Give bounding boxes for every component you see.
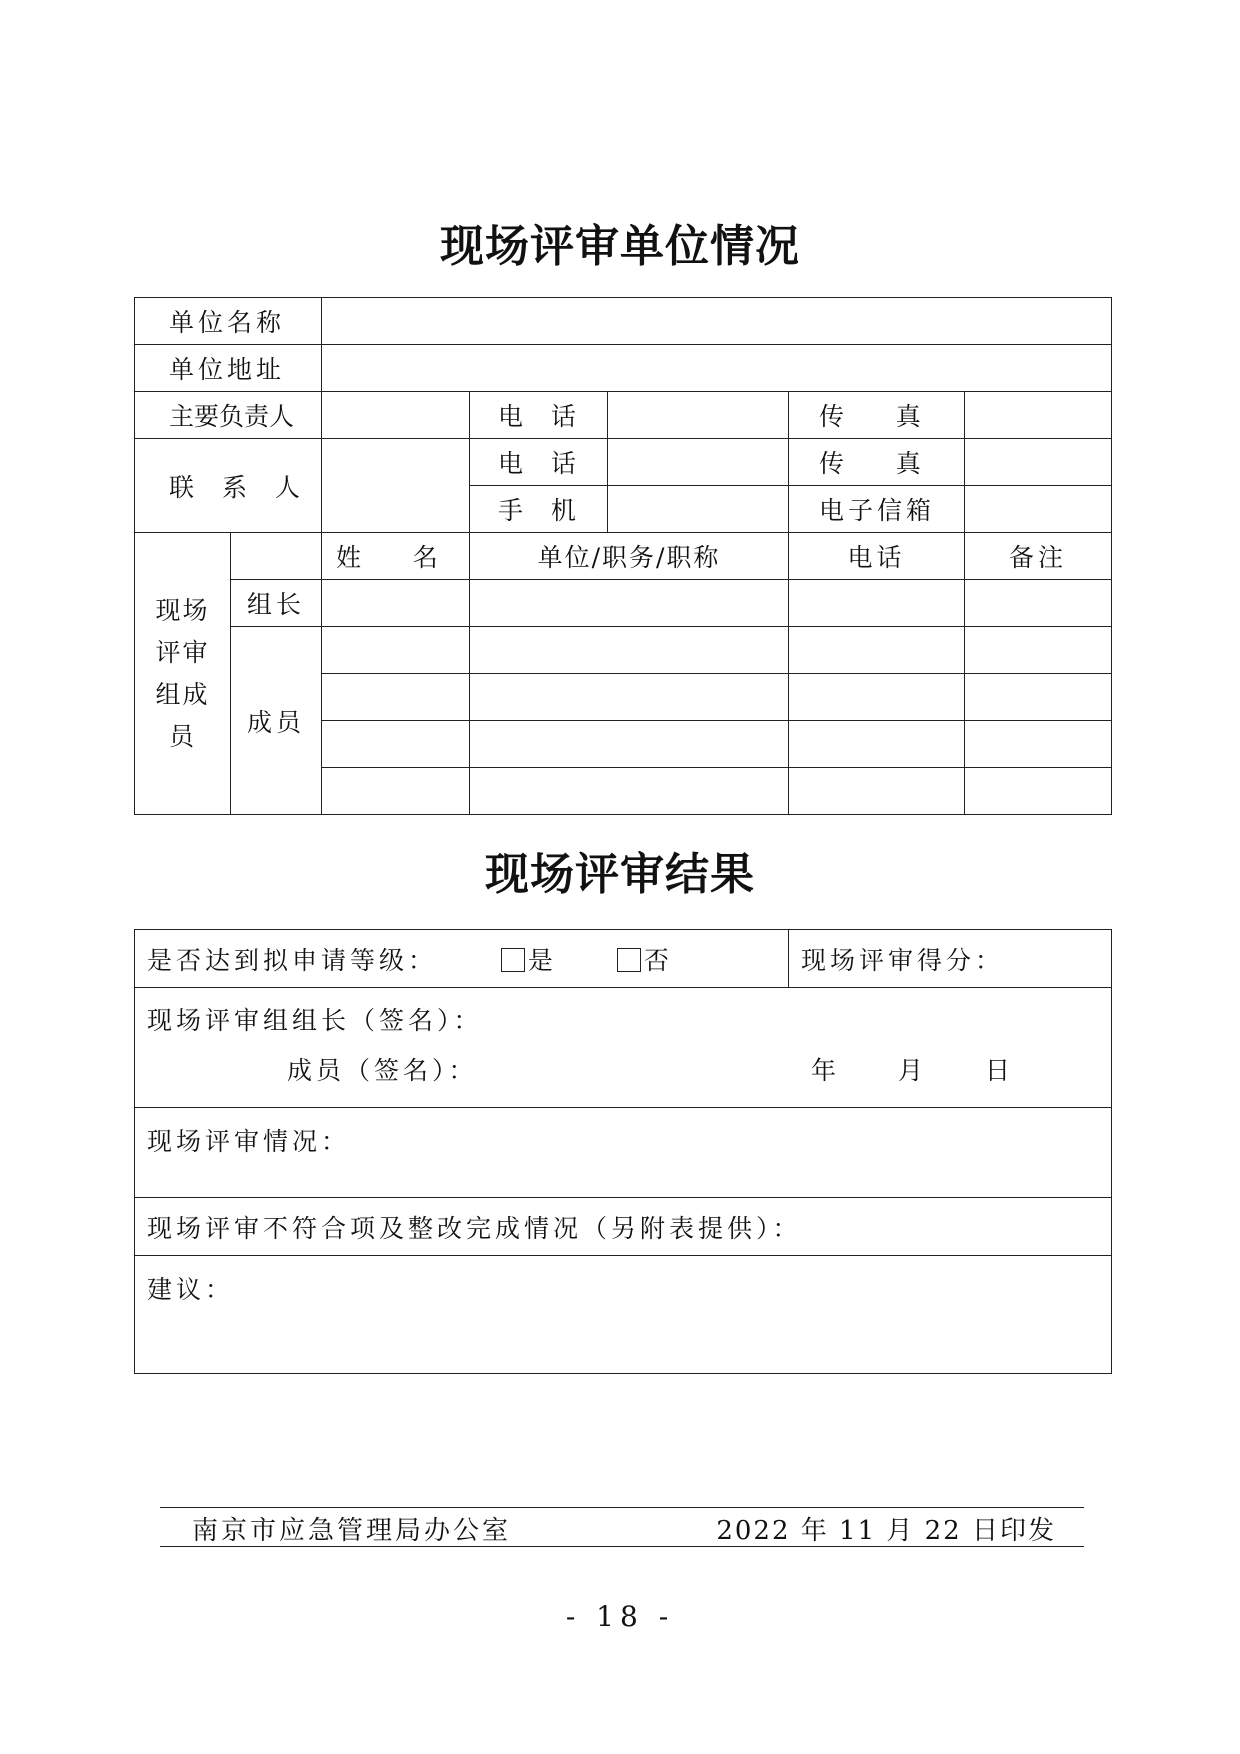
name-header: 姓 名 <box>322 533 470 580</box>
leader-name-field[interactable] <box>322 580 470 627</box>
contact-email-label: 电子信箱 <box>789 486 965 533</box>
principal-field[interactable] <box>322 392 470 439</box>
leader-signature-label: 现场评审组组长（签名）： <box>147 1006 483 1035</box>
suggestion-cell[interactable] <box>135 1256 1112 1374</box>
member-position-field[interactable] <box>470 721 789 768</box>
contact-mobile-field[interactable] <box>608 486 789 533</box>
remarks-header: 备注 <box>965 533 1112 580</box>
member-name-field[interactable] <box>322 768 470 815</box>
signature-cell[interactable] <box>135 988 1112 1108</box>
contact-phone-label: 电 话 <box>470 439 608 486</box>
member-remarks-field[interactable] <box>965 768 1112 815</box>
section-title-review-result: 现场评审结果 <box>485 849 755 900</box>
unit-name-field[interactable] <box>322 298 1112 345</box>
leader-label: 组长 <box>231 580 322 627</box>
no-checkbox[interactable] <box>617 948 641 972</box>
principal-phone-field[interactable] <box>608 392 789 439</box>
position-header: 单位/职务/职称 <box>470 533 789 580</box>
member-phone-field[interactable] <box>789 674 965 721</box>
footer <box>160 1510 1084 1546</box>
contact-label: 联 系 人 <box>135 439 322 533</box>
situation-label: 现场评审情况： <box>147 1127 351 1156</box>
nonconformity-label: 现场评审不符合项及整改完成情况（另附表提供）： <box>147 1213 802 1243</box>
footer-issuer: 南京市应急管理局办公室 <box>192 1516 512 1546</box>
review-team-label-text: 现场评审组成员 <box>155 595 210 751</box>
member-position-field[interactable] <box>470 674 789 721</box>
principal-label: 主要负责人 <box>135 392 322 439</box>
score-cell[interactable] <box>789 930 1112 988</box>
nonconformity-cell[interactable] <box>135 1198 1112 1256</box>
member-position-field[interactable] <box>470 627 789 674</box>
member-remarks-field[interactable] <box>965 674 1112 721</box>
principal-phone-label: 电 话 <box>470 392 608 439</box>
score-label: 现场评审得分： <box>801 945 1005 975</box>
contact-fax-label: 传 真 <box>789 439 965 486</box>
principal-fax-field[interactable] <box>965 392 1112 439</box>
yes-label: 是 <box>527 945 557 975</box>
contact-fax-field[interactable] <box>965 439 1112 486</box>
unit-info-table <box>134 297 1112 815</box>
member-phone-field[interactable] <box>789 627 965 674</box>
no-label: 否 <box>643 945 673 975</box>
member-name-field[interactable] <box>322 721 470 768</box>
review-team-label <box>135 533 231 815</box>
level-question-cell <box>135 930 789 988</box>
contact-mobile-label: 手 机 <box>470 486 608 533</box>
suggestion-label: 建议： <box>147 1275 235 1304</box>
member-remarks-field[interactable] <box>965 721 1112 768</box>
page-number: - 18 - <box>565 1600 675 1633</box>
footer-issue-date: 2022 年 11 月 22 日印发 <box>716 1516 1056 1546</box>
contact-phone-field[interactable] <box>608 439 789 486</box>
leader-phone-field[interactable] <box>789 580 965 627</box>
level-question-label: 是否达到拟申请等级： <box>147 945 438 975</box>
date-month-label: 月 <box>898 1056 928 1085</box>
date-day-label: 日 <box>985 1056 1015 1085</box>
member-phone-field[interactable] <box>789 768 965 815</box>
team-phone-header: 电话 <box>789 533 965 580</box>
contact-email-field[interactable] <box>965 486 1112 533</box>
member-phone-field[interactable] <box>789 721 965 768</box>
footer-bottom-rule <box>160 1546 1084 1547</box>
member-name-field[interactable] <box>322 627 470 674</box>
team-header-blank <box>231 533 322 580</box>
leader-position-field[interactable] <box>470 580 789 627</box>
review-result-table <box>134 929 1112 1374</box>
footer-top-rule <box>160 1507 1084 1508</box>
member-label: 成员 <box>231 627 322 815</box>
member-name-field[interactable] <box>322 674 470 721</box>
leader-remarks-field[interactable] <box>965 580 1112 627</box>
contact-field[interactable] <box>322 439 470 533</box>
member-signature-label: 成员（签名）： <box>287 1056 478 1085</box>
unit-address-label: 单位地址 <box>135 345 322 392</box>
unit-name-label: 单位名称 <box>135 298 322 345</box>
sign-date <box>811 1046 1014 1096</box>
member-position-field[interactable] <box>470 768 789 815</box>
situation-cell[interactable] <box>135 1108 1112 1198</box>
principal-fax-label: 传 真 <box>789 392 965 439</box>
member-remarks-field[interactable] <box>965 627 1112 674</box>
date-year-label: 年 <box>811 1056 841 1085</box>
yes-checkbox[interactable] <box>501 948 525 972</box>
unit-address-field[interactable] <box>322 345 1112 392</box>
section-title-unit-info: 现场评审单位情况 <box>440 221 800 272</box>
